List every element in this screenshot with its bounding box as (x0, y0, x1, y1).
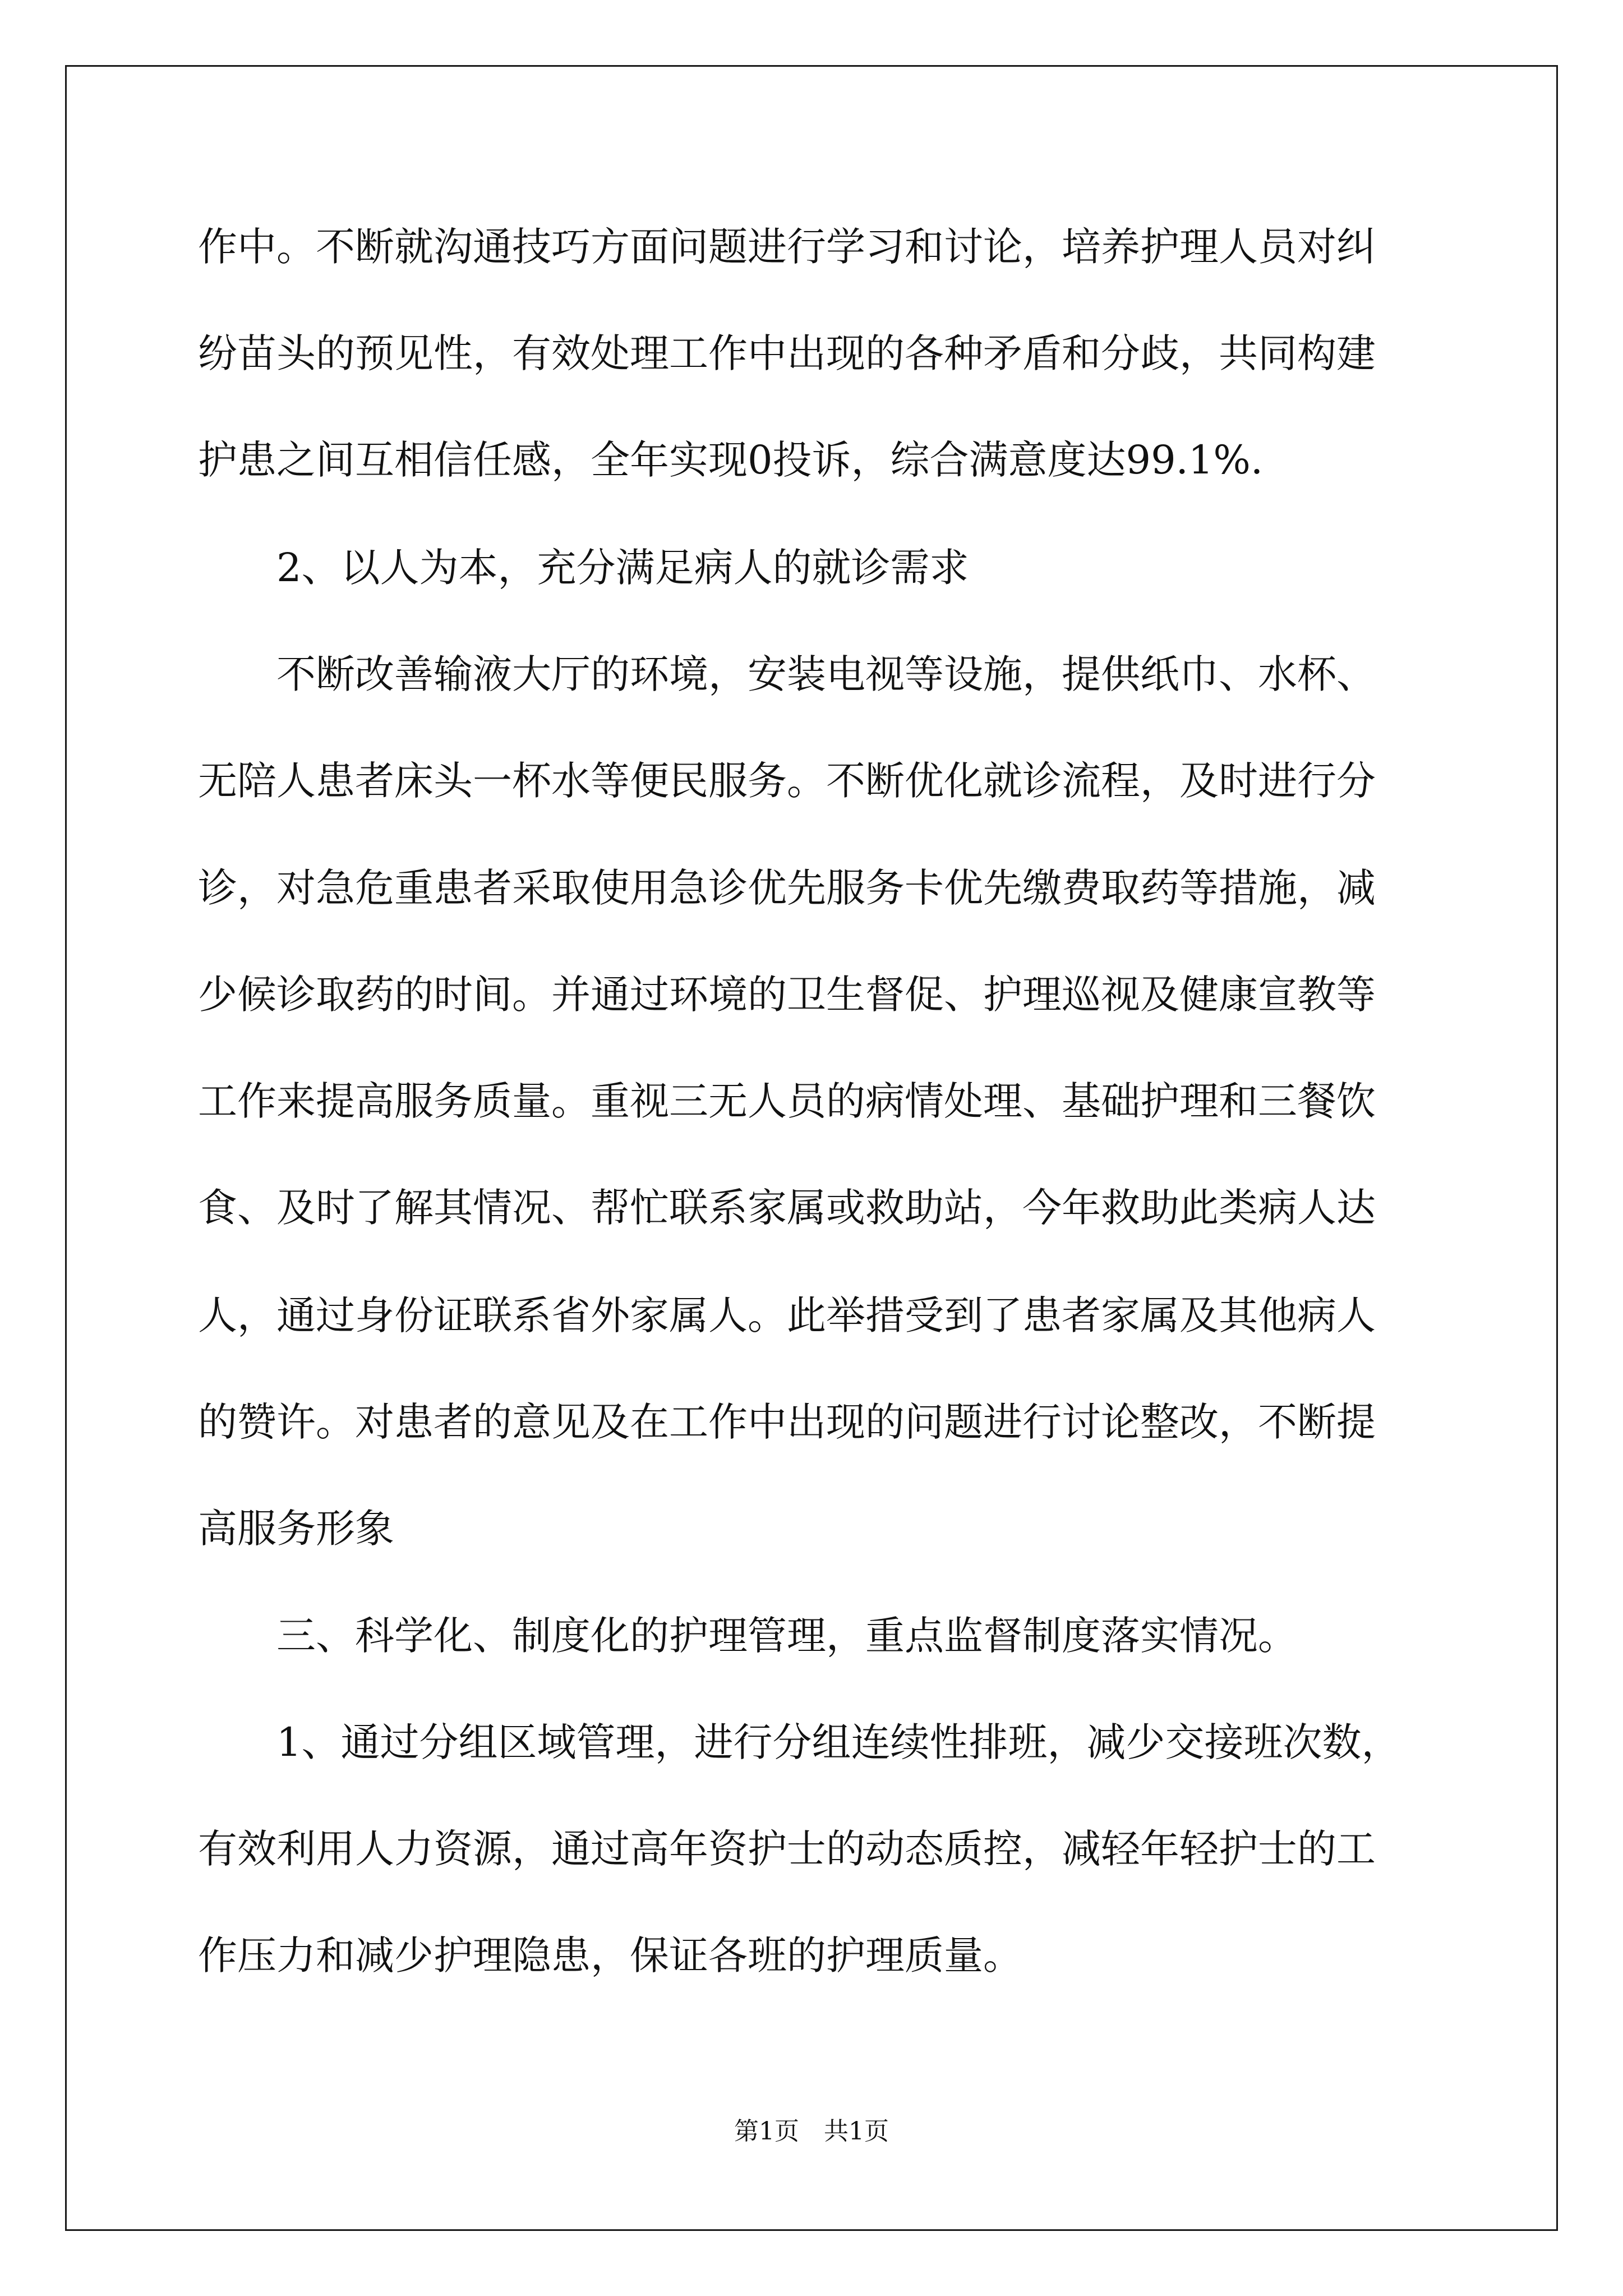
section-heading: 2、以人为本，充分满足病人的就诊需求 (276, 545, 969, 591)
body-line: 不断改善输液大厅的环境，安装电视等设施，提供纸巾、水杯、 (276, 651, 1376, 697)
body-line: 无陪人患者床头一杯水等便民服务。不断优化就诊流程，及时进行分 (198, 758, 1376, 804)
body-line: 高服务形象 (198, 1506, 394, 1552)
section-heading: 三、科学化、制度化的护理管理，重点监督制度落实情况。 (276, 1613, 1297, 1659)
page-border (65, 65, 1558, 2231)
body-line: 护患之间互相信任感，全年实现0投诉，综合满意度达99.1%. (198, 437, 1264, 483)
body-line: 作中。不断就沟通技巧方面问题进行学习和讨论，培养护理人员对纠 (198, 224, 1376, 270)
page-footer: 第1页 共1页 (734, 2117, 889, 2146)
body-line: 纷苗头的预见性，有效处理工作中出现的各种矛盾和分歧，共同构建 (198, 330, 1376, 376)
body-line: 诊，对急危重患者采取使用急诊优先服务卡优先缴费取药等措施，减 (198, 865, 1376, 911)
section-heading: 1、通过分组区域管理，进行分组连续性排班，减少交接班次数， (276, 1719, 1401, 1765)
body-line: 有效利用人力资源，通过高年资护士的动态质控，减轻年轻护士的工 (198, 1826, 1376, 1872)
body-line: 人，通过身份证联系省外家属人。此举措受到了患者家属及其他病人 (198, 1292, 1376, 1338)
body-line: 的赞许。对患者的意见及在工作中出现的问题进行讨论整改，不断提 (198, 1399, 1376, 1445)
body-line: 食、及时了解其情况、帮忙联系家属或救助站，今年救助此类病人达 (198, 1185, 1376, 1231)
body-line: 少候诊取药的时间。并通过环境的卫生督促、护理巡视及健康宣教等 (198, 972, 1376, 1018)
body-line: 工作来提高服务质量。重视三无人员的病情处理、基础护理和三餐饮 (198, 1078, 1376, 1124)
body-line: 作压力和减少护理隐患，保证各班的护理质量。 (198, 1932, 1022, 1978)
